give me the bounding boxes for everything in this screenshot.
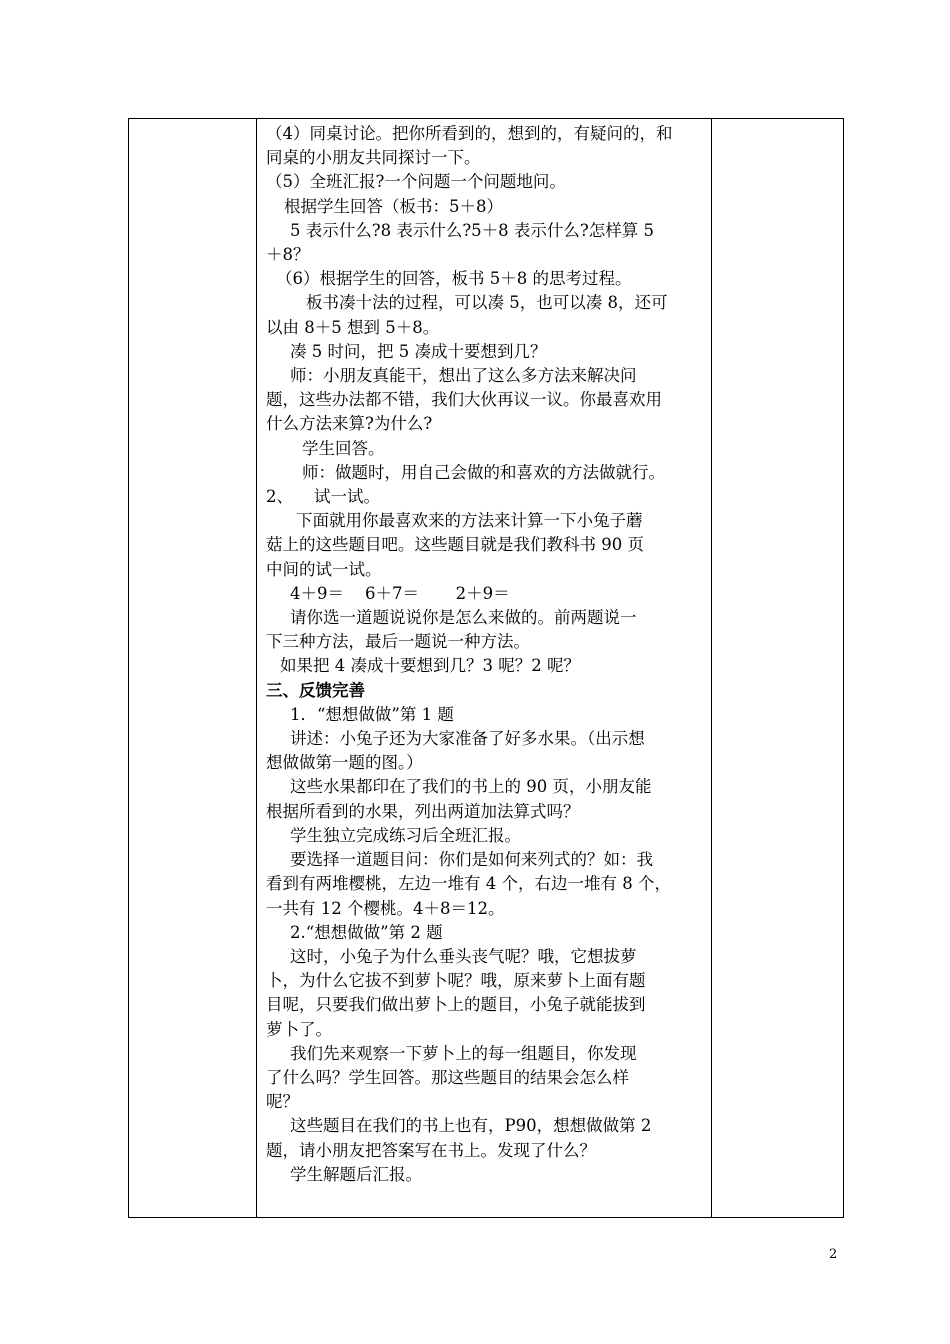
text-line: 根据学生回答（板书：5＋8） — [284, 196, 503, 216]
text-line: 1．“想想做做”第 1 题 — [290, 704, 454, 724]
lesson-text — [257, 119, 711, 1187]
text-line: 根据所看到的水果，列出两道加法算式吗？ — [266, 801, 580, 821]
text-line: （4）同桌讨论。把你所看到的，想到的，有疑问的，和 — [266, 124, 673, 143]
text-line: 这些题目在我们的书上也有，P90，想想做做第 2 — [290, 1116, 652, 1136]
text-line: 师：小朋友真能干，想出了这么多方法来解决问 — [290, 366, 637, 386]
text-line: 2.“想想做做”第 2 题 — [290, 922, 443, 942]
text-line: 以由 8＋5 想到 5＋8。 — [266, 317, 440, 337]
text-line: 卜，为什么它拔不到萝卜呢？哦，原来萝卜上面有题 — [266, 971, 646, 991]
text-line: 了什么吗？学生回答。那这些题目的结果会怎么样 — [266, 1067, 629, 1087]
text-line: 如果把 4 凑成十要想到几？3 呢？2 呢？ — [280, 656, 580, 676]
text-line: 讲述：小兔子还为大家准备了好多水果。（出示想 — [290, 729, 645, 749]
text-line: 2、 试一试。 — [266, 487, 380, 507]
text-line: 5 表示什么?8 表示什么?5＋8 表示什么?怎样算 5 — [290, 220, 655, 240]
text-line: 三、反馈完善 — [266, 680, 365, 700]
text-line: 什么方法来算?为什么? — [266, 414, 433, 434]
right-column-cell — [712, 119, 844, 1218]
text-line: 同桌的小朋友共同探讨一下。 — [266, 148, 481, 168]
text-line: 一共有 12 个樱桃。4＋8＝12。 — [266, 898, 505, 918]
teaching-process-cell — [257, 119, 712, 1218]
table-row — [129, 119, 844, 1218]
text-line: 下三种方法，最后一题说一种方法。 — [266, 632, 530, 652]
text-line: 学生独立完成练习后全班汇报。 — [290, 825, 521, 845]
text-line: 下面就用你最喜欢来的方法来计算一下小兔子蘑 — [296, 511, 643, 531]
lesson-plan-table — [128, 118, 844, 1218]
text-line: 4＋9＝ 6＋7＝ 2＋9＝ — [290, 583, 510, 603]
text-line: 学生解题后汇报。 — [290, 1164, 422, 1184]
text-line: 题，请小朋友把答案写在书上。发现了什么？ — [266, 1140, 596, 1160]
text-line: 请你选一道题说说你是怎么来做的。前两题说一 — [290, 608, 637, 628]
text-line: 要选择一道题目问：你们是如何来列式的？如：我 — [290, 850, 653, 870]
text-line: ＋8？ — [266, 245, 310, 265]
text-line: 师：做题时，用自己会做的和喜欢的方法做就行。 — [302, 462, 665, 482]
text-line: 这时，小兔子为什么垂头丧气呢？哦，它想拔萝 — [290, 946, 637, 966]
text-line: 菇上的这些题目吧。这些题目就是我们教科书 90 页 — [266, 535, 644, 555]
text-line: （6）根据学生的回答，板书 5＋8 的思考过程。 — [276, 269, 632, 289]
text-line: 目呢，只要我们做出萝卜上的题目，小兔子就能拔到 — [266, 995, 646, 1015]
text-line: 想做做第一题的图。） — [266, 753, 423, 773]
text-line: 萝卜了。 — [266, 1019, 332, 1039]
text-line: 看到有两堆樱桃，左边一堆有 4 个，右边一堆有 8 个， — [266, 874, 671, 894]
text-line: 板书凑十法的过程，可以凑 5，也可以凑 8，还可 — [306, 293, 668, 313]
page-number: 2 — [829, 1247, 838, 1262]
text-line: 学生回答。 — [302, 438, 385, 458]
text-line: （5）全班汇报?一个问题一个问题地问。 — [266, 172, 566, 192]
text-line: 这些水果都印在了我们的书上的 90 页，小朋友能 — [290, 777, 652, 797]
text-line: 呢？ — [266, 1092, 299, 1112]
text-line: 凑 5 时问，把 5 凑成十要想到几？ — [290, 341, 547, 361]
text-line: 我们先来观察一下萝卜上的每一组题目，你发现 — [290, 1043, 637, 1063]
text-line: 题，这些办法都不错，我们大伙再议一议。你最喜欢用 — [266, 390, 662, 410]
left-column-cell — [129, 119, 257, 1218]
text-line: 中间的试一试。 — [266, 559, 382, 579]
